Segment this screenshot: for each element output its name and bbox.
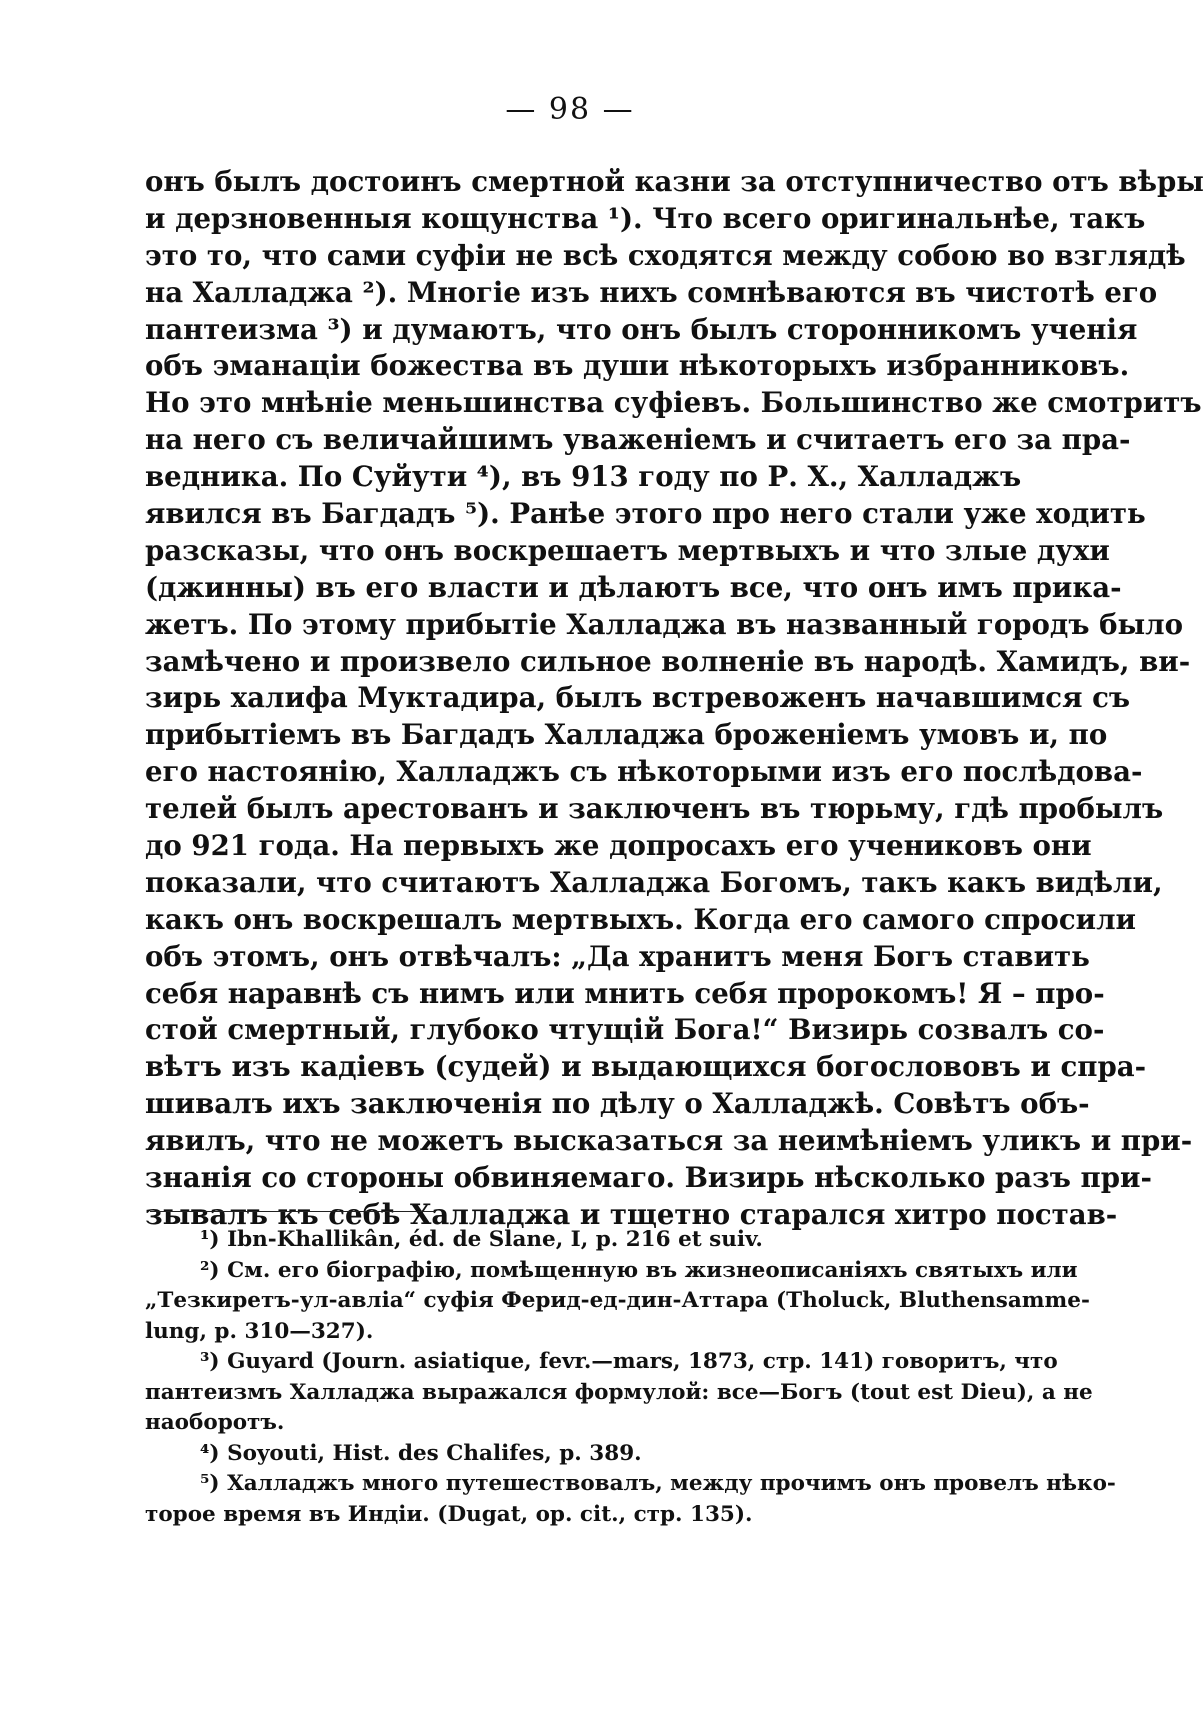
footnote-2-cont: lung, p. 310—327). [145, 1318, 374, 1344]
text-line: объ этомъ, онъ отвѣчалъ: „Да хранитъ меня Богъ ставить [145, 939, 1090, 973]
text-line: замѣчено и произвело сильное волненiе въ народѣ. Хамидъ, ви- [145, 644, 1191, 678]
text-line: (джинны) въ его власти и дѣлаютъ все, что онъ имъ прика- [145, 570, 1122, 604]
text-line: и дерзновенныя кощунства ¹). Что всего оригинальнѣе, такъ [145, 201, 1146, 235]
text-line: пантеизма ³) и думаютъ, что онъ былъ сторонникомъ ученiя [145, 312, 1138, 346]
text-line: какъ онъ воскрешалъ мертвыхъ. Когда его самого спросили [145, 902, 1137, 936]
text-line: это то, что сами суфiи не всѣ сходятся между собою во взглядѣ [145, 238, 1186, 272]
page-number: — 98 — [505, 92, 635, 127]
text-line: стой смертный, глубоко чтущiй Бога!“ Визирь созвалъ со- [145, 1013, 1105, 1047]
text-line: разсказы, что онъ воскрешаетъ мертвыхъ и что злые духи [145, 533, 1110, 567]
footnote-5: ⁵) Халладжъ много путешествовалъ, между прочимъ онъ провелъ нѣко- [200, 1471, 1116, 1496]
text-line: на него съ величайшимъ уваженiемъ и считаетъ его за пра- [145, 423, 1131, 457]
text-line: явился въ Багдадъ ⁵). Ранѣе этого про него стали уже ходить [145, 497, 1146, 531]
text-line: ведника. По Суйути ⁴), въ 913 году по Р. Х., Халладжъ [145, 460, 1022, 494]
footnote-1: ¹) Ibn-Khallikân, éd. de Slane, I, p. 216 et suiv. [200, 1227, 763, 1252]
text-line: прибытiемъ въ Багдадъ Халладжа броженiемъ умовъ и, по [145, 718, 1108, 752]
text-line: жетъ. По этому прибытiе Халладжа въ названный городъ было [145, 607, 1184, 641]
footnotes-block [145, 1225, 1116, 1530]
footnote-3-cont: наоборотъ. [145, 1410, 285, 1435]
text-line: на Халладжа ²). Многiе изъ нихъ сомнѣваются въ чистотѣ его [145, 275, 1158, 309]
text-line: онъ былъ достоинъ смертной казни за отступничество отъ вѣры [145, 165, 1204, 198]
footnote-separator [150, 1211, 435, 1212]
text-line: явилъ, что не можетъ высказаться за неимѣнiемъ уликъ и при- [145, 1124, 1193, 1158]
text-line: зирь халифа Муктадира, былъ встревоженъ начавшимся съ [145, 681, 1131, 715]
main-text-block [145, 164, 1204, 1234]
footnote-3-cont: пантеизмъ Халладжа выражался формулой: все—Богъ (tout est Dieu), а не [145, 1379, 1093, 1405]
footnote-4: ⁴) Soyouti, Hist. des Chalifes, p. 389. [200, 1440, 642, 1466]
text-line: вѣтъ изъ кадiевъ (судей) и выдающихся богослововъ и спра- [145, 1050, 1147, 1084]
text-line: до 921 года. На первыхъ же допросахъ его учениковъ они [145, 829, 1092, 863]
text-line: Но это мнѣнiе меньшинства суфiевъ. Большинство же смотритъ [145, 386, 1202, 420]
footnote-2-cont: „Тезкиретъ-ул-авлiа“ суфiя Ферид-ед-дин-Аттара (Tholuck, Bluthensamme- [145, 1288, 1090, 1313]
text-line: показали, что считаютъ Халладжа Богомъ, такъ какъ видѣли, [145, 865, 1163, 899]
text-line: зывалъ къ себѣ Халладжа и тщетно старался хитро постав- [145, 1197, 1118, 1231]
text-line: его настоянiю, Халладжъ съ нѣкоторыми изъ его послѣдова- [145, 755, 1143, 789]
text-line: объ эманацiи божества въ души нѣкоторыхъ избранниковъ. [145, 349, 1130, 383]
footnote-3: ³) Guyard (Journ. asiatique, fevr.—mars, 1873, стр. 141) говоритъ, что [200, 1349, 1058, 1374]
text-line: себя наравнѣ съ нимъ или мнить себя пророкомъ! Я – про- [145, 976, 1105, 1010]
footnote-2: ²) См. его бiографiю, помѣщенную въ жизнеописанiяхъ святыхъ или [200, 1257, 1078, 1283]
text-line: шивалъ ихъ заключенiя по дѣлу о Халладжѣ. Совѣтъ объ- [145, 1087, 1090, 1121]
footnote-5-cont: торое время въ Индiи. (Dugat, op. cit., стр. 135). [145, 1501, 753, 1527]
text-line: знанiя со стороны обвиняемаго. Визирь нѣсколько разъ при- [145, 1161, 1152, 1195]
text-line: телей былъ арестованъ и заключенъ въ тюрьму, гдѣ пробылъ [145, 792, 1164, 826]
